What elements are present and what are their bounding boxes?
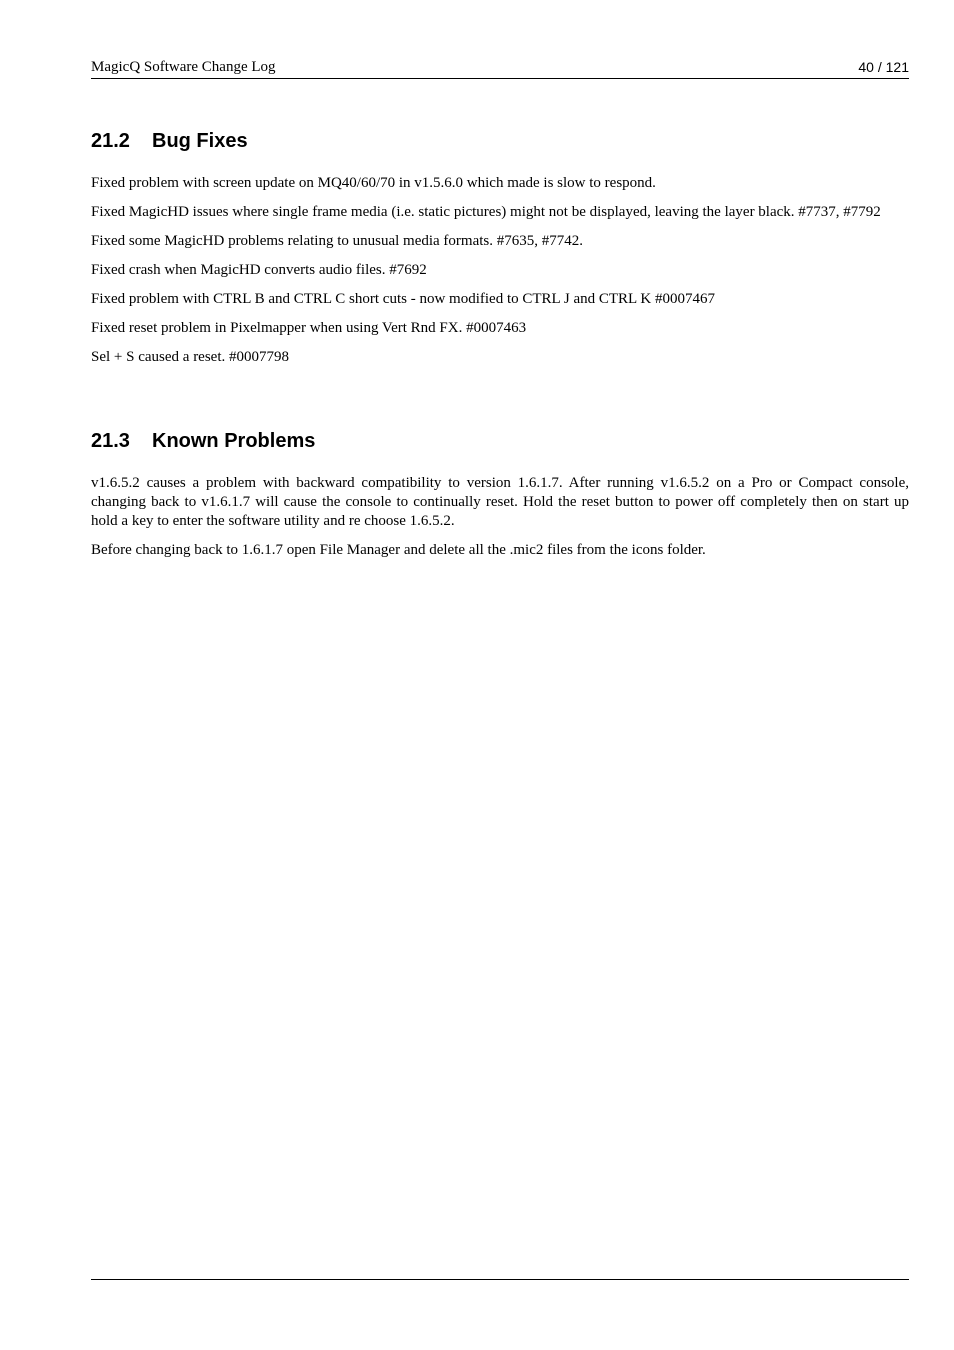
section-heading bbox=[91, 429, 909, 453]
paragraph: Fixed problem with CTRL B and CTRL C short cuts - now modified to CTRL J and CTRL K #0007467 bbox=[91, 291, 715, 307]
paragraph: Fixed crash when MagicHD converts audio files. #7692 bbox=[91, 262, 427, 278]
section-number: 21.2 bbox=[91, 130, 130, 152]
paragraph: Before changing back to 1.6.1.7 open File Manager and delete all the .mic2 files from the icons folder. bbox=[91, 542, 706, 558]
section-title: Known Problems bbox=[152, 430, 316, 452]
section-bug-fixes bbox=[91, 129, 909, 367]
paragraph: Sel + S caused a reset. #0007798 bbox=[91, 349, 290, 365]
section-known-problems bbox=[91, 429, 909, 560]
paragraph: Fixed some MagicHD problems relating to unusual media formats. #7635, #7742. bbox=[91, 233, 584, 249]
page-header bbox=[91, 58, 909, 79]
section-title: Bug Fixes bbox=[152, 130, 248, 152]
document-title: MagicQ Software Change Log bbox=[91, 59, 276, 75]
section-number: 21.3 bbox=[91, 430, 130, 452]
page-footer-rule bbox=[91, 1279, 909, 1280]
known-problem-list bbox=[91, 474, 909, 560]
page-number: 40 / 121 bbox=[858, 59, 909, 75]
bug-fix-list bbox=[91, 174, 909, 367]
section-heading bbox=[91, 129, 909, 153]
paragraph: Fixed problem with screen update on MQ40/60/70 in v1.5.6.0 which made is slow to respond. bbox=[91, 175, 656, 191]
paragraph: Fixed MagicHD issues where single frame media (i.e. static pictures) might not be displayed, leaving the layer black. #7737, #7792 bbox=[91, 204, 881, 220]
paragraph: Fixed reset problem in Pixelmapper when using Vert Rnd FX. #0007463 bbox=[91, 320, 527, 336]
paragraph: v1.6.5.2 causes a problem with backward compatibility to version 1.6.1.7. After running v1.6.5.2 on a Pro or Compact console, changing back to v1.6.1.7 will cause the console to continually reset. Hold the reset button to power off completely then on start up hold a key to enter the software utility and re choose 1.6.5.2. bbox=[91, 475, 909, 529]
